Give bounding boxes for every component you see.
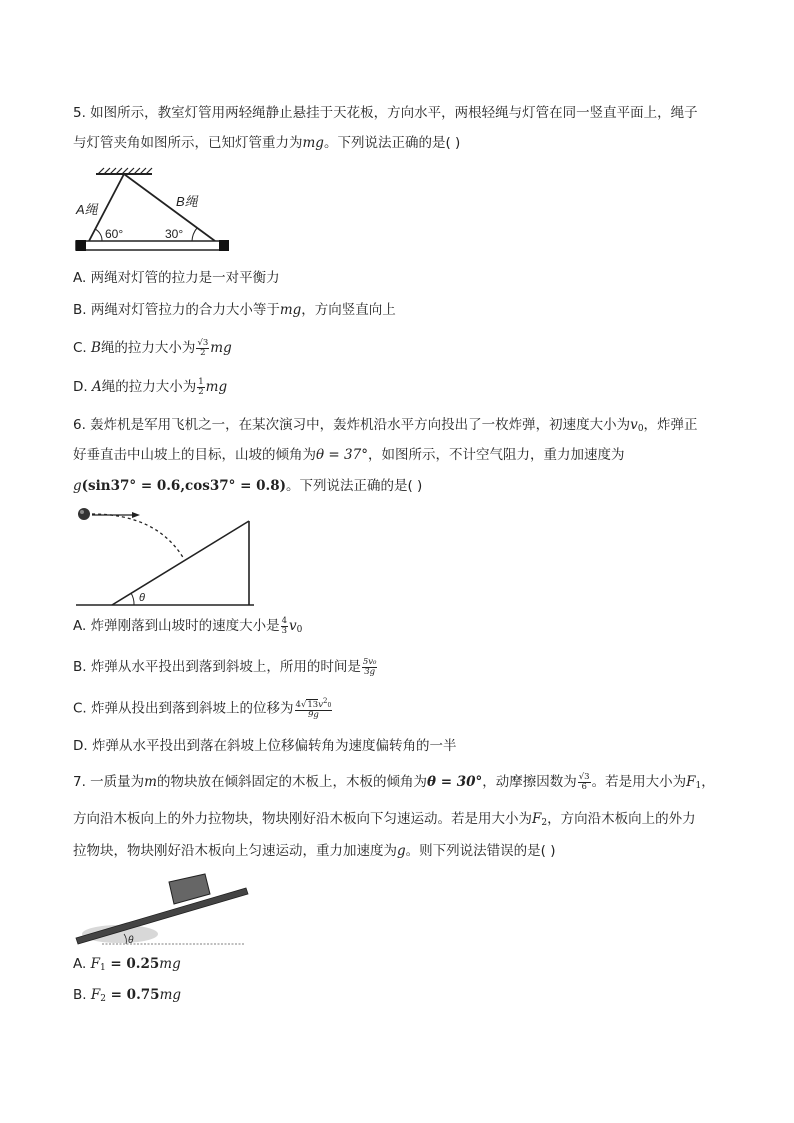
q7-m: m <box>144 774 157 790</box>
q6-theta: θ = 37° <box>316 447 368 463</box>
q5-option-b <box>73 300 396 320</box>
q5-option-d <box>73 377 227 397</box>
frac-num: 1 <box>198 376 204 387</box>
q7-g: g <box>397 843 406 859</box>
frac-den: 2 <box>200 347 206 358</box>
q7-stem-text-g: ，方向沿木板向上的外力 <box>547 811 696 827</box>
q6-option-a-v-sub: 0 <box>296 625 303 635</box>
q7-option-a-eq: = 0.25 <box>105 956 160 972</box>
q7-option-a-mg: mg <box>159 956 181 972</box>
q7-f1: F <box>686 774 696 790</box>
q7-stem-text-h: 拉物块，物块刚好沿木板向上匀速运动，重力加速度为 <box>73 843 397 859</box>
q6-option-a-fraction <box>281 617 288 636</box>
frac-num: √3 <box>578 771 590 782</box>
q7-stem-line1 <box>73 772 715 796</box>
q6-g: g <box>73 478 82 494</box>
q6-v0: v <box>630 417 638 433</box>
q7-stem-line3 <box>73 841 555 861</box>
q6-option-d-text: D. 炸弹从水平投出到落在斜坡上位移偏转角为速度偏转角的一半 <box>73 738 457 754</box>
q5-stem-text: 5. 如图所示，教室灯管用两轻绳静止悬挂于天花板，方向水平，两根轻绳与灯管在同一竖直平面上，绳子 <box>73 105 698 121</box>
q7-stem-text-d: 。若是用大小为 <box>591 774 687 790</box>
frac-num: 4 <box>281 615 288 626</box>
q6-stem-line3 <box>73 476 422 496</box>
q5-option-c-mg: mg <box>210 340 232 356</box>
q6-theta-label: θ <box>139 592 145 604</box>
frac-num: 5v₀ <box>362 656 377 667</box>
frac-den: 2 <box>198 386 204 397</box>
q7-option-b-mg: mg <box>159 987 182 1003</box>
q7-stem-text-c: ，动摩擦因数为 <box>482 774 577 790</box>
frac-root: 13 <box>307 700 319 710</box>
q5-option-b-mg: mg <box>279 302 302 318</box>
frac-coef: 4 <box>295 700 301 710</box>
q5-option-d-text: 绳的拉力大小为 <box>101 379 197 395</box>
q6-trig-values: (sin37° = 0.6,cos37° = 0.8) <box>81 478 286 494</box>
q7-theta: θ = 30° <box>426 774 483 790</box>
q6-option-c-text: C. 炸弹从投出到落到斜坡上的位移为 <box>73 700 294 717</box>
q5-option-b-post: ，方向竖直向上 <box>301 302 396 318</box>
frac-den: 3g <box>364 666 376 677</box>
q7-option-b-sub: 2 <box>100 994 106 1004</box>
rope-b-label: B绳 <box>176 194 198 209</box>
q7-stem-text-i: 。则下列说法错误的是( ) <box>405 843 556 859</box>
q5-option-a <box>73 268 280 288</box>
frac-num: √3 <box>197 337 209 348</box>
frac-v: v <box>318 700 323 710</box>
frac-den: 6 <box>581 781 587 792</box>
q7-theta-label: θ <box>128 935 134 946</box>
q5-option-d-mg: mg <box>205 379 228 395</box>
q7-stem-text-e: ， <box>701 774 715 790</box>
q5-option-a-text: A. 两绳对灯管的拉力是一对平衡力 <box>73 270 280 286</box>
q6-v0-sub: 0 <box>637 424 644 434</box>
q5-option-c-prefix: C. <box>73 340 92 356</box>
q6-option-b-fraction <box>362 658 378 677</box>
q6-stem-text-b: ，炸弹正 <box>643 417 698 433</box>
q5-stem-text-a: 与灯管夹角如图所示，已知灯管重力为 <box>73 135 303 151</box>
q6-stem-text-d: ，如图所示，不计空气阻力，重力加速度为 <box>367 447 625 463</box>
q7-f2: F <box>532 811 542 827</box>
q6-stem-line1 <box>73 415 698 439</box>
q7-f1-sub: 1 <box>695 781 702 791</box>
q6-stem-text-a: 6. 轰炸机是军用飞机之一，在某次演习中，轰炸机沿水平方向投出了一枚炸弹，初速度大小为 <box>73 417 631 433</box>
angle-b-label: 30° <box>165 227 184 241</box>
q5-mg: mg <box>302 135 324 151</box>
q7-option-b-prefix: B. <box>73 987 91 1003</box>
q7-figure-incline-block <box>72 872 250 948</box>
q5-option-b-text: B. 两绳对灯管拉力的合力大小等于 <box>73 302 280 318</box>
q7-option-b-eq: = 0.75 <box>105 987 160 1003</box>
q5-stem-line2 <box>73 133 460 153</box>
frac-den: 9g <box>307 710 319 720</box>
q7-option-a-sub: 1 <box>99 963 106 973</box>
q7-f2-sub: 2 <box>541 818 548 828</box>
q6-option-d <box>73 736 456 756</box>
q5-option-c-text: 绳的拉力大小为 <box>100 340 196 356</box>
q6-option-a-text: A. 炸弹刚落到山坡时的速度大小是 <box>73 618 280 634</box>
q5-figure-lamp-ropes <box>72 168 237 253</box>
q5-option-c-var: B <box>91 340 101 356</box>
q5-option-d-prefix: D. <box>73 379 92 395</box>
q7-option-b <box>73 985 181 1009</box>
frac-den: 3 <box>281 625 288 636</box>
q7-stem-text-b: 的物块放在倾斜固定的木板上，木板的倾角为 <box>156 774 427 790</box>
q6-option-b <box>73 657 378 677</box>
q7-stem-line2 <box>73 809 696 833</box>
q6-stem-line2 <box>73 445 624 465</box>
q6-option-c-fraction: $\frac{4√13v^20}{9g}$ <box>295 697 332 720</box>
rope-a-label: A绳 <box>76 202 98 217</box>
q5-option-c-fraction <box>196 339 209 358</box>
q7-mu-fraction <box>578 773 591 792</box>
q6-option-a <box>73 616 302 640</box>
q5-stem-line1 <box>73 103 698 123</box>
q6-figure-bomb-slope <box>72 502 257 610</box>
angle-a-label: 60° <box>105 227 124 241</box>
q5-stem-text-b: 。下列说法正确的是( ) <box>323 135 461 151</box>
q5-option-d-fraction <box>197 378 204 397</box>
q7-option-a <box>73 954 181 978</box>
q7-option-a-prefix: A. <box>73 956 91 972</box>
q6-option-c <box>73 697 333 720</box>
q7-option-a-f: F <box>90 956 100 972</box>
q5-option-d-var: A <box>91 379 102 395</box>
q6-stem-text-e: 。下列说法正确的是( ) <box>285 478 423 494</box>
q7-stem-text-a: 7. 一质量为 <box>73 774 145 790</box>
q7-stem-text-f: 方向沿木板向上的外力拉物块，物块刚好沿木板向下匀速运动。若是用大小为 <box>73 811 532 827</box>
q6-option-b-text: B. 炸弹从水平投出到落到斜坡上，所用的时间是 <box>73 659 361 675</box>
q6-option-a-v: v <box>289 618 297 634</box>
q5-option-c <box>73 338 232 358</box>
q6-stem-text-c: 好垂直击中山坡上的目标，山坡的倾角为 <box>73 447 316 463</box>
q7-option-b-f: F <box>90 987 101 1003</box>
